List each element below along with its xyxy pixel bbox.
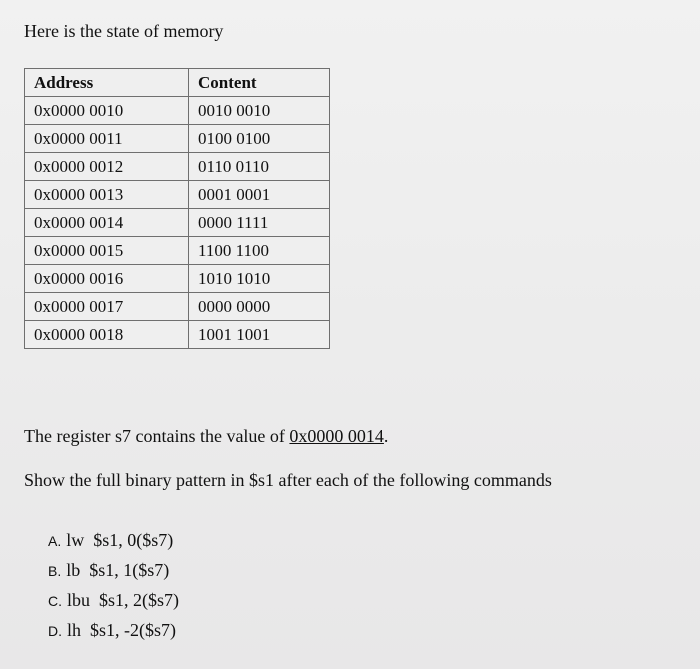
option-b	[48, 555, 179, 585]
table-row	[25, 321, 330, 349]
instruction-text: Show the full binary pattern in $s1 after each of the following commands	[24, 470, 552, 490]
content-cell: 1010 1010	[189, 265, 330, 293]
address-column-header: Address	[25, 69, 189, 97]
option-d	[48, 615, 179, 645]
address-cell: 0x0000 0012	[25, 153, 189, 181]
address-cell: 0x0000 0017	[25, 293, 189, 321]
memory-table	[24, 68, 330, 349]
table-row	[25, 153, 330, 181]
address-cell: 0x0000 0011	[25, 125, 189, 153]
option-c	[48, 585, 179, 615]
content-cell: 0010 0010	[189, 97, 330, 125]
content-cell: 0110 0110	[189, 153, 330, 181]
option-letter: B.	[48, 563, 62, 579]
option-command: lw $s1, 0($s7)	[66, 530, 174, 550]
option-list	[48, 525, 179, 645]
table-row	[25, 209, 330, 237]
register-value: 0x0000 0014	[289, 426, 384, 446]
option-command: lh $s1, -2($s7)	[67, 620, 176, 640]
table-row	[25, 237, 330, 265]
table-row	[25, 125, 330, 153]
table-row	[25, 265, 330, 293]
address-cell: 0x0000 0015	[25, 237, 189, 265]
address-cell: 0x0000 0010	[25, 97, 189, 125]
option-a	[48, 525, 179, 555]
option-command: lb $s1, 1($s7)	[66, 560, 170, 580]
content-cell: 0001 0001	[189, 181, 330, 209]
address-cell: 0x0000 0013	[25, 181, 189, 209]
intro-text: Here is the state of memory	[24, 21, 224, 41]
content-cell: 1100 1100	[189, 237, 330, 265]
content-cell: 1001 1001	[189, 321, 330, 349]
table-header-row	[25, 69, 330, 97]
option-letter: A.	[48, 533, 62, 549]
address-cell: 0x0000 0018	[25, 321, 189, 349]
register-suffix: .	[383, 426, 389, 446]
content-cell: 0000 1111	[189, 209, 330, 237]
content-column-header: Content	[189, 69, 330, 97]
table-row	[25, 181, 330, 209]
content-cell: 0100 0100	[189, 125, 330, 153]
register-statement	[24, 426, 388, 447]
option-command: lbu $s1, 2($s7)	[67, 590, 179, 610]
address-cell: 0x0000 0014	[25, 209, 189, 237]
address-cell: 0x0000 0016	[25, 265, 189, 293]
option-letter: D.	[48, 623, 62, 639]
table-row	[25, 97, 330, 125]
option-letter: C.	[48, 593, 62, 609]
table-row	[25, 293, 330, 321]
content-cell: 0000 0000	[189, 293, 330, 321]
register-prefix: The register s7 contains the value of	[24, 426, 290, 446]
